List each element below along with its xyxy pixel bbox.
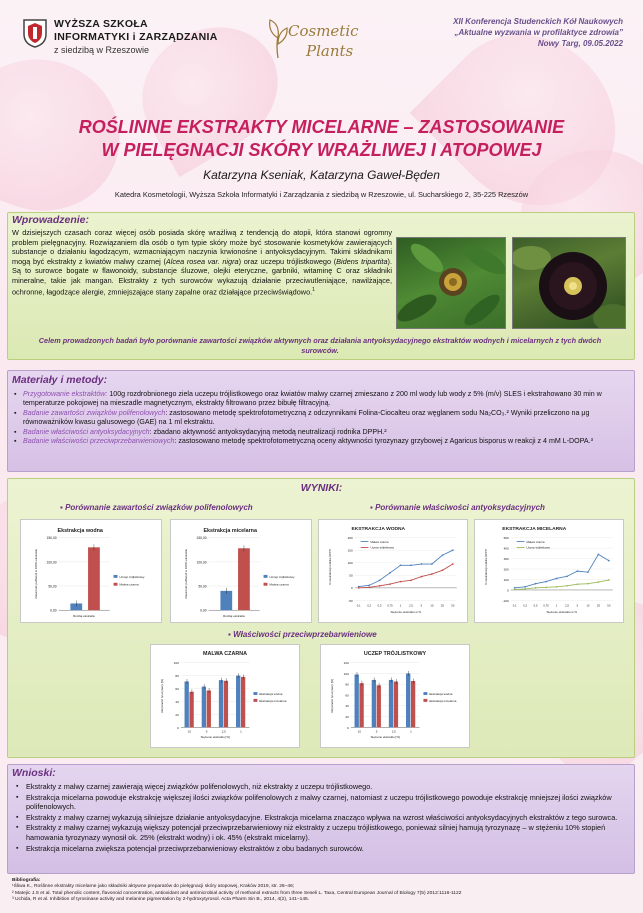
y-tick-label: 80	[175, 673, 179, 678]
legend-label: Ekstrakcja wodna	[259, 692, 283, 697]
x-tick-label: 0,1	[512, 604, 517, 608]
legend-swatch	[253, 699, 257, 702]
legend-label: Ekstrakcja micelarna	[429, 698, 457, 703]
data-point	[587, 571, 589, 573]
title-line1: ROŚLINNE EKSTRAKTY MICELARNE – ZASTOSOWANIE	[78, 117, 565, 137]
y-tick-label: 200	[503, 567, 509, 572]
data-point	[587, 583, 589, 585]
y-axis-label: % neutralizacji rodnika DPPH	[329, 549, 333, 585]
legend-label: Ekstrakcja micelarna	[259, 698, 287, 703]
conclusion-item: ▪ Ekstrakcja micelarna zwiększa potencjał przeciwprzebarwieniowy ekstraktów z obu badanych surowców.	[16, 844, 628, 854]
bar	[189, 692, 193, 728]
y-tick-label: -100	[502, 598, 509, 603]
bar	[202, 687, 206, 728]
bar	[185, 681, 189, 727]
results-sub-antioxidant: ▪ Porównanie właściwości antyoksydacyjnych	[370, 503, 545, 512]
y-tick-label: 0,00	[50, 608, 57, 613]
data-point	[524, 586, 526, 588]
x-tick-label: 2,5	[409, 604, 413, 608]
y-tick-label: 150,00	[196, 536, 207, 541]
bar	[411, 681, 415, 727]
x-tick-label: 5	[375, 729, 378, 734]
conference-info	[453, 16, 623, 49]
data-point	[421, 563, 423, 565]
conference-date: Nowy Targ, 09.05.2022	[537, 39, 623, 48]
method-text: 100g rozdrobnionego ziela uczepu trójlistkowego oraz kwiatów malwy czarnej zmieszano z 200 ml wody lub wody z 5% (m/v) SLES i ekstrahowano 30 min w temperaturze pokojowej na mieszadle magnetycznym, ekstrakty filtrowano przez bibułę filtracyjną.	[23, 390, 602, 408]
legend-swatch	[264, 583, 268, 586]
conference-name: XII Konferencja Studenckich Kół Naukowych	[453, 17, 623, 26]
results-sub-polyphenols-text: Porównanie zawartości związków polifenolowych	[65, 503, 253, 512]
data-point	[566, 575, 568, 577]
x-tick-label: 25	[596, 604, 600, 608]
y-tick-label: 400	[503, 546, 509, 551]
x-tick-label: 5	[420, 604, 423, 608]
y-axis-label: Zawartość polifenoli w 100% ekstraktu	[184, 548, 189, 599]
university-name-line3: z siedzibą w Rzeszowie	[54, 45, 150, 55]
method-item	[14, 390, 626, 409]
bibliography-item: ² Matejic J.S et al. Total phenolic content, flavonoid concentration, antioxidant and antimicrobial activity of methanol extracts from three Seseli L. Taxa, Central European Journal of Biology 7(5) 2012:1116-1122	[12, 890, 462, 896]
y-tick-label: 300	[503, 556, 509, 561]
legend-label: Uczep trójlistkowy	[370, 545, 394, 550]
results-heading: WYNIKI:	[300, 482, 343, 494]
legend-label: Malwa czarna	[119, 582, 139, 587]
y-axis-label: % neutralizacji rodnika DPPH	[485, 549, 489, 585]
bar	[238, 548, 250, 610]
x-tick-label: 1	[240, 729, 242, 734]
y-tick-label: 200	[347, 536, 353, 541]
bar	[377, 685, 381, 727]
bar	[241, 677, 245, 727]
chart-svg	[21, 520, 161, 622]
legend-swatch	[253, 692, 257, 695]
x-tick-label: 10	[430, 604, 434, 608]
y-tick-label: 100	[503, 577, 509, 582]
x-tick-label: 0,2	[523, 604, 528, 608]
x-tick-label: 25	[440, 604, 444, 608]
data-point	[597, 581, 599, 583]
intro-text-part3: ). Są to surowce bogate w flawonoidy, substancje śluzowe, olejki eteryczne, garbniki, witaminę C oraz składniki mineralne, takie jak mangan. Ekstrakty z tych surowców wykazują działanie przeciwutleniające, nawilżające, ochronne, łagodzące alergie, zmniejszające stany zapalne oraz działające przeciwświądowo.	[12, 256, 392, 296]
method-label: Badanie zawartości związków polifenolowych	[23, 408, 166, 417]
y-tick-label: 100	[173, 661, 179, 666]
data-point	[577, 583, 579, 585]
data-point	[400, 564, 402, 566]
legend-swatch	[264, 575, 268, 578]
data-point	[389, 572, 391, 574]
data-point	[514, 589, 516, 591]
x-tick-label: 0,2	[367, 604, 372, 608]
logo-text-line2: Plants	[306, 42, 354, 60]
conclusion-item: ▪ Ekstrakty z malwy czarnej wykazują większy potencjał przeciwprzebarwieniowy niż ekstrakty z uczepu trójlistkowego, ponieważ silniej hamują tyrozynazę – w stężeniu 10% stopień hamowania tyrozynazy wynosił ok. 25% (ekstrakt wodny) i ok. 45% (ekstrakt micelarny).	[16, 823, 628, 842]
data-point	[379, 579, 381, 581]
data-point	[452, 563, 454, 565]
leaf-icon	[266, 16, 290, 60]
university-logo	[22, 14, 232, 64]
cosmetic-plants-logo	[266, 8, 376, 70]
university-name-line1: WYŻSZA SZKOŁA	[54, 18, 148, 30]
legend-label: Malwa czarna	[269, 582, 289, 587]
bidens-photo	[396, 237, 506, 329]
data-point	[389, 583, 391, 585]
results-sub-polyphenols: ▪ Porównanie zawartości związków polifenolowych	[60, 503, 253, 512]
y-tick-label: 0,00	[200, 608, 207, 613]
bibliography-item: ¹Śliwa K., Roślinne ekstrakty micelarne jako składniki aktywne preparatów do pielęgnacji skóry atopowej, Kraków 2019, str. 26–46;	[12, 884, 295, 890]
species-alcea: Alcea rosea var. nigra	[165, 256, 239, 266]
university-name-line2: INFORMATYKI i ZARZĄDZANIA	[54, 31, 218, 43]
y-tick-label: 80	[345, 682, 349, 687]
conference-motto: „Aktualne wyzwania w profilaktyce zdrowia”	[454, 28, 623, 37]
data-point	[410, 579, 412, 581]
x-tick-label: 50	[607, 604, 611, 608]
y-tick-label: 50	[349, 573, 353, 578]
methods-list	[14, 390, 626, 446]
bidens-flower-image	[397, 238, 506, 329]
data-point	[608, 560, 610, 562]
x-axis-label: Rodzaj ekstraktu	[73, 614, 96, 619]
intro-reference: 1	[312, 286, 315, 293]
data-point	[410, 564, 412, 566]
intro-heading: Wprowadzenie:	[12, 214, 90, 226]
y-tick-label: 120	[343, 661, 349, 666]
y-tick-label: 150,00	[46, 536, 57, 541]
x-axis-label: Stężenie ekstraktu [%]	[200, 735, 230, 740]
data-point	[566, 585, 568, 587]
data-point	[597, 554, 599, 556]
university-crest-icon	[22, 18, 48, 48]
chart-antioxidant-water	[318, 519, 468, 623]
data-point	[608, 579, 610, 581]
x-tick-label: 5	[205, 729, 208, 734]
chart-svg	[475, 520, 623, 622]
y-tick-label: 60	[175, 686, 179, 691]
x-tick-label: 50	[451, 604, 455, 608]
y-tick-label: 150	[347, 548, 353, 553]
data-point	[545, 586, 547, 588]
bibliography-heading: Bibliografia:	[12, 878, 41, 883]
chart-tyrosinase-alcea	[150, 644, 300, 748]
legend-label: Uczep trójlistkowy	[526, 545, 550, 550]
method-text: : zastosowano metodę spektrofotometryczną oceny aktywności tyrozynazy grzybowej z Agaricus bisporus w reakcji z 4 mM L-DOPA.³	[174, 437, 593, 446]
x-tick-label: 1	[410, 729, 412, 734]
chart-title: UCZEP TRÓJLISTKOWY	[363, 650, 427, 657]
legend-swatch	[114, 583, 118, 586]
conclusion-item: ▪ Ekstrakty z malwy czarnej zawierają więcej związków polifenolowych, niż ekstrakty z uczepu trójlistkowego.	[16, 782, 628, 792]
conclusion-item: ▪ Ekstrakcja micelarna powoduje ekstrakcję większej ilości związków polifenolowych z malwy czarnej, natomiast z uczepu trójlistkowego powoduje ekstrakcję mniejszej ilości związków polifenolowych.	[16, 793, 628, 812]
y-tick-label: 20	[345, 714, 349, 719]
bar	[207, 690, 211, 727]
x-axis-label: Rodzaj ekstraktu	[223, 614, 246, 619]
y-axis-label: Aktywność tyrozynazy [%]	[160, 679, 165, 713]
y-tick-label: 100	[347, 561, 353, 566]
x-tick-label: 10	[357, 729, 362, 734]
legend-swatch	[423, 692, 427, 695]
legend-label: Uczep trójlistkowy	[119, 574, 145, 579]
bar	[236, 676, 240, 728]
method-item	[14, 428, 626, 437]
x-axis-label: Stężenie ekstraktu w %	[546, 610, 578, 615]
method-text: : zastosowano metodę spektrofotometryczną z odczynnikami Folina-Ciocalteu oraz węglanem sodu Na₂CO₃.² Wyniki przeliczono na μg równoważników kwasu galusowego (GAE) na 1 ml ekstraktu.	[23, 408, 590, 427]
chart-title: EKSTRAKCJA WODNA	[351, 526, 406, 532]
data-point	[514, 587, 516, 589]
bar	[372, 680, 376, 727]
x-tick-label: 2,5	[221, 729, 226, 734]
series-line	[515, 580, 609, 589]
data-point	[556, 578, 558, 580]
y-tick-label: 100,00	[196, 560, 207, 565]
y-tick-label: 500	[503, 536, 509, 541]
x-tick-label: 2,5	[391, 729, 396, 734]
header	[0, 0, 643, 110]
intro-text-part1: W dzisiejszych czasach coraz więcej osób posiada skórę wrażliwą z tendencją do atopii, która stanowi ogromny problem pielęgnacyjny. Rozwiązaniem dla osób o tym typie skóry może być stosowanie kosmetyków zawierających substancje o działaniu łagodzącym, wzmacniającym naczynia krwionośne i antyoksydacyjnym. Takimi składnikami mogą być ekstrakty z kwiatów malwy czarnej (	[12, 228, 392, 266]
results-sub-depigment: ▪ Właściwości przeciwprzebarwieniowe	[228, 630, 377, 639]
y-tick-label: 0	[507, 588, 509, 593]
y-tick-label: 0	[351, 586, 353, 591]
chart-svg	[319, 520, 467, 622]
chart-title: MALWA CZARNA	[203, 650, 247, 657]
chart-tyrosinase-bidens	[320, 644, 470, 748]
intro-text	[12, 228, 392, 297]
bibliography	[12, 878, 632, 904]
y-tick-label: 40	[345, 704, 349, 709]
x-tick-label: 1	[555, 604, 558, 608]
data-point	[358, 587, 360, 589]
bar	[219, 680, 223, 727]
conclusion-item: ▪ Ekstrakty z malwy czarnej wykazują silniejsze działanie antyoksydacyjne. Ekstrakcja micelarna znacząco wpływa na wzrost właściwości antyoksydacyjnych ekstraktów z tego surowca.	[16, 813, 628, 823]
study-goal: Celem prowadzonych badań było porównanie zawartości związków aktywnych oraz działania antyoksydacyjnego ekstraktów wodnych i micelarnych z tych dwóch surowców.	[38, 336, 602, 355]
chart-title: EKSTRAKCJA MICELARNA	[502, 526, 567, 532]
y-tick-label: 60	[345, 693, 349, 698]
results-sub-depigment-text: Właściwości przeciwprzebarwieniowe	[233, 630, 377, 639]
chart-svg	[151, 645, 299, 747]
y-tick-label: 0	[177, 725, 179, 730]
data-point	[431, 563, 433, 565]
bar	[406, 673, 410, 727]
data-point	[441, 569, 443, 571]
data-point	[577, 570, 579, 572]
x-tick-label: 5	[576, 604, 579, 608]
logo-text-line1: Cosmetic	[288, 22, 359, 40]
x-tick-label: 0,1	[356, 604, 361, 608]
data-point	[545, 581, 547, 583]
bar	[224, 681, 228, 728]
black-hollyhock-flower-image	[513, 238, 626, 329]
conclusions-list	[16, 782, 628, 854]
data-point	[379, 585, 381, 587]
chart-title: Ekstrakcja wodna	[57, 527, 103, 534]
intro-text-part2: ) oraz uczepu trójlistkowego (	[238, 256, 337, 266]
x-tick-label: 2,5	[565, 604, 569, 608]
y-axis-label: Zawartość polifenoli w 100% ekstraktu	[34, 548, 39, 599]
y-tick-label: 100	[343, 671, 349, 676]
y-tick-label: 50,00	[48, 584, 57, 589]
authors: Katarzyna Kseniak, Katarzyna Gaweł-Będen	[203, 168, 440, 182]
methods-heading: Materiały i metody:	[12, 374, 108, 386]
legend-label: Uczep trójlistkowy	[269, 574, 295, 579]
bar	[355, 675, 359, 728]
title-line2: W PIELĘGNACJI SKÓRY WRAŻLIWEJ I ATOPOWEJ	[101, 140, 542, 160]
data-point	[535, 587, 537, 589]
data-point	[441, 554, 443, 556]
bar	[359, 683, 363, 727]
x-tick-label: 10	[187, 729, 192, 734]
species-bidens: Bidens tripartita	[336, 256, 388, 266]
y-tick-label: 100,00	[46, 560, 57, 565]
legend-swatch	[423, 699, 427, 702]
y-tick-label: 0	[347, 725, 349, 730]
poster-title	[0, 116, 643, 162]
x-tick-label: 0,75	[543, 604, 549, 608]
chart-antioxidant-micellar	[474, 519, 624, 623]
bar	[389, 680, 393, 727]
y-axis-label: Aktywność tyrozynazy [%]	[330, 679, 335, 713]
data-point	[368, 584, 370, 586]
method-item	[14, 437, 626, 446]
x-axis-label: Stężenie ekstraktu [%]	[370, 735, 400, 740]
method-text: : zbadano aktywność antyoksydacyjną metodą neutralizacji rodnika DPPH.²	[149, 427, 387, 436]
x-tick-label: 1	[399, 604, 402, 608]
chart-polyphenols-micellar	[170, 519, 312, 623]
chart-title: Ekstrakcja micelarna	[203, 527, 257, 534]
method-label: Badanie właściwości przeciwprzebarwieniowych	[23, 437, 175, 446]
chart-svg	[171, 520, 311, 622]
black-hollyhock-photo	[512, 237, 626, 329]
y-tick-label: 40	[175, 699, 179, 704]
bar	[88, 547, 100, 610]
method-item	[14, 409, 626, 428]
x-axis-label: Stężenie ekstraktu w %	[390, 610, 422, 615]
y-tick-label: 50,00	[198, 584, 207, 589]
x-tick-label: 0,75	[387, 604, 393, 608]
x-tick-label: 10	[586, 604, 590, 608]
results-sub-antioxidant-text: Porównanie właściwości antyoksydacyjnych	[375, 503, 545, 512]
series-line	[359, 564, 453, 588]
legend-swatch	[114, 575, 118, 578]
bibliography-item: ³ Uchida, R et al. Inhibition of tyrosinase activity and melanine pigmentation by 2-hydroxytyrosol. Acta Pharm Sin B., 2014, 4(2), 141–145.	[12, 897, 310, 903]
legend-label: Malwa czarna	[526, 539, 545, 544]
data-point	[421, 576, 423, 578]
data-point	[535, 583, 537, 585]
method-label: Badanie właściwości antyoksydacyjnych	[23, 427, 150, 436]
legend-label: Ekstrakcja wodna	[429, 692, 453, 697]
conclusions-heading: Wnioski:	[12, 767, 56, 779]
y-tick-label: 20	[175, 712, 179, 717]
affiliation: Katedra Kosmetologii, Wyższa Szkoła Informatyki i Zarządzania z siedzibą w Rzeszowie, ul. Sucharskiego 2, 35-225 Rzeszów	[114, 190, 529, 199]
x-tick-label: 0,5	[377, 604, 382, 608]
bar	[394, 682, 398, 728]
data-point	[400, 581, 402, 583]
data-point	[524, 588, 526, 590]
method-label: Przygotowanie ekstraktów:	[23, 390, 108, 398]
chart-svg	[321, 645, 469, 747]
x-tick-label: 0,5	[533, 604, 538, 608]
y-tick-label: -50	[348, 598, 353, 603]
data-point	[556, 586, 558, 588]
data-point	[452, 549, 454, 551]
data-point	[368, 586, 370, 588]
legend-label: Malwa czarna	[370, 539, 389, 544]
chart-polyphenols-water	[20, 519, 162, 623]
data-point	[431, 573, 433, 575]
